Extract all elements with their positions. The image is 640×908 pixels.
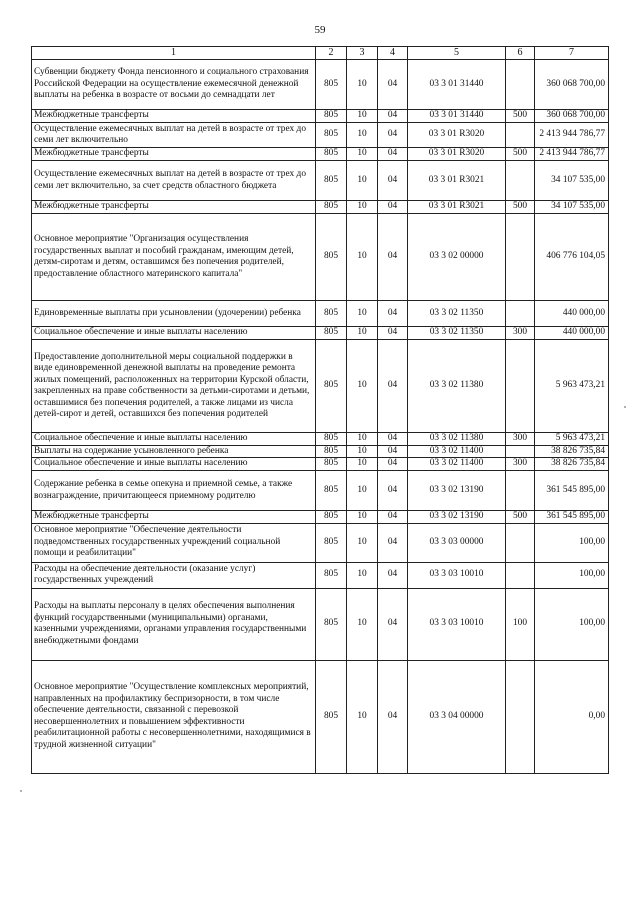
- row-name-cell: Межбюджетные трансферты: [32, 511, 316, 523]
- row-c4-cell: 04: [378, 660, 408, 773]
- row-c2-cell: 805: [316, 148, 347, 161]
- row-c4-cell: 04: [378, 301, 408, 327]
- table-row: [32, 60, 609, 110]
- row-c7-cell: 360 068 700,00: [535, 60, 609, 110]
- row-c6-cell: 300: [506, 458, 535, 471]
- row-c5-cell: 03 3 04 00000: [408, 660, 506, 773]
- row-c2-cell: 805: [316, 660, 347, 773]
- table-row: [32, 148, 609, 161]
- row-c4-cell: 04: [378, 458, 408, 471]
- row-c6-cell: 500: [506, 201, 535, 214]
- row-c2-cell: 805: [316, 161, 347, 201]
- row-c3-cell: 10: [347, 327, 378, 340]
- row-c6-cell: [506, 214, 535, 301]
- row-c7-cell: 5 963 473,21: [535, 433, 609, 445]
- row-c7-cell: 0,00: [535, 660, 609, 773]
- row-c2-cell: 805: [316, 471, 347, 511]
- row-c3-cell: 10: [347, 201, 378, 214]
- row-c2-cell: 805: [316, 123, 347, 148]
- row-c3-cell: 10: [347, 161, 378, 201]
- row-name-cell: Содержание ребенка в семье опекуна и приемной семье, а также вознаграждение, причитающееся приемному родителю: [32, 471, 316, 511]
- row-c2-cell: 805: [316, 327, 347, 340]
- row-c7-cell: 2 413 944 786,77: [535, 148, 609, 161]
- row-c2-cell: 805: [316, 301, 347, 327]
- row-c2-cell: 805: [316, 588, 347, 660]
- row-c7-cell: 100,00: [535, 588, 609, 660]
- table-row: [32, 433, 609, 445]
- row-name-cell: Осуществление ежемесячных выплат на детей в возрасте от трех до семи лет включительно, за счет средств областного бюджета: [32, 161, 316, 201]
- row-name-cell: Межбюджетные трансферты: [32, 148, 316, 161]
- row-c7-cell: 34 107 535,00: [535, 161, 609, 201]
- row-c5-cell: 03 3 02 11380: [408, 340, 506, 433]
- column-header: 1: [32, 47, 316, 60]
- row-c5-cell: 03 3 02 11380: [408, 433, 506, 445]
- row-c2-cell: 805: [316, 60, 347, 110]
- row-c4-cell: 04: [378, 201, 408, 214]
- table-row: [32, 660, 609, 773]
- row-c2-cell: 805: [316, 110, 347, 123]
- row-name-cell: Межбюджетные трансферты: [32, 201, 316, 214]
- row-c6-cell: [506, 562, 535, 588]
- table-row: [32, 301, 609, 327]
- table-row: [32, 161, 609, 201]
- table-row: [32, 511, 609, 523]
- row-c6-cell: [506, 60, 535, 110]
- row-c6-cell: [506, 340, 535, 433]
- page-number: 59: [314, 24, 326, 36]
- row-c7-cell: 34 107 535,00: [535, 201, 609, 214]
- row-name-cell: Основное мероприятие "Осуществление комплексных мероприятий, направленных на профилактику беспризорности, в том числе обеспечение деятельности, связанной с перевозкой несовершеннолетних и повышением эффективности реабилитационной работы с несовершеннолетними, находящимися в трудной жизненной ситуации": [32, 660, 316, 773]
- row-c5-cell: 03 3 01 31440: [408, 110, 506, 123]
- row-c3-cell: 10: [347, 148, 378, 161]
- row-c4-cell: 04: [378, 60, 408, 110]
- row-c7-cell: 440 000,00: [535, 301, 609, 327]
- table-header-row: [32, 47, 609, 60]
- row-c6-cell: 300: [506, 433, 535, 445]
- row-c5-cell: 03 3 03 00000: [408, 523, 506, 562]
- row-name-cell: Предоставление дополнительной меры социальной поддержки в виде единовременной денежной выплаты на проведение ремонта жилых помещений, расположенных на территории Курской области, закрепленных на праве собственности за детьми-сиротами и детьми, оставшимися без попечения родителей, а также лицами из числа детей-сирот и детей, оставшихся без попечения родителей: [32, 340, 316, 433]
- row-c7-cell: 440 000,00: [535, 327, 609, 340]
- table-row: [32, 214, 609, 301]
- row-c3-cell: 10: [347, 301, 378, 327]
- row-c4-cell: 04: [378, 161, 408, 201]
- table-row: [32, 588, 609, 660]
- table-row: [32, 110, 609, 123]
- row-name-cell: Осуществление ежемесячных выплат на детей в возрасте от трех до семи лет включительно: [32, 123, 316, 148]
- row-c5-cell: 03 3 02 11400: [408, 458, 506, 471]
- row-c6-cell: [506, 445, 535, 457]
- row-c4-cell: 04: [378, 471, 408, 511]
- row-c3-cell: 10: [347, 445, 378, 457]
- row-c2-cell: 805: [316, 511, 347, 523]
- table-row: [32, 340, 609, 433]
- row-c2-cell: 805: [316, 523, 347, 562]
- row-name-cell: Основное мероприятие "Организация осуществления государственных выплат и пособий гражданам, имеющим детей, детям-сиротам и детям, оставшимся без попечения родителей, предоставление областного материнского капитала": [32, 214, 316, 301]
- row-c7-cell: 406 776 104,05: [535, 214, 609, 301]
- row-name-cell: Социальное обеспечение и иные выплаты населению: [32, 458, 316, 471]
- row-c6-cell: 300: [506, 327, 535, 340]
- row-c5-cell: 03 3 02 13190: [408, 471, 506, 511]
- row-c3-cell: 10: [347, 458, 378, 471]
- row-c7-cell: 38 826 735,84: [535, 458, 609, 471]
- row-c6-cell: [506, 301, 535, 327]
- row-c3-cell: 10: [347, 60, 378, 110]
- row-c6-cell: [506, 471, 535, 511]
- row-c3-cell: 10: [347, 588, 378, 660]
- row-c3-cell: 10: [347, 110, 378, 123]
- row-c3-cell: 10: [347, 123, 378, 148]
- column-header: 2: [316, 47, 347, 60]
- row-c5-cell: 03 3 01 R3021: [408, 201, 506, 214]
- row-c3-cell: 10: [347, 660, 378, 773]
- row-c4-cell: 04: [378, 523, 408, 562]
- row-c6-cell: 500: [506, 511, 535, 523]
- row-c5-cell: 03 3 03 10010: [408, 562, 506, 588]
- row-c5-cell: 03 3 01 31440: [408, 60, 506, 110]
- row-name-cell: Социальное обеспечение и иные выплаты населению: [32, 433, 316, 445]
- column-header: 5: [408, 47, 506, 60]
- row-c5-cell: 03 3 02 11400: [408, 445, 506, 457]
- table-row: [32, 523, 609, 562]
- row-c3-cell: 10: [347, 340, 378, 433]
- row-c3-cell: 10: [347, 471, 378, 511]
- row-c4-cell: 04: [378, 148, 408, 161]
- table-row: [32, 458, 609, 471]
- table-row: [32, 201, 609, 214]
- row-name-cell: Выплаты на содержание усыновленного ребенка: [32, 445, 316, 457]
- table-row: [32, 445, 609, 457]
- column-header: 4: [378, 47, 408, 60]
- row-c7-cell: 100,00: [535, 523, 609, 562]
- row-c4-cell: 04: [378, 511, 408, 523]
- row-c6-cell: [506, 123, 535, 148]
- row-c5-cell: 03 3 01 R3020: [408, 123, 506, 148]
- row-c2-cell: 805: [316, 445, 347, 457]
- table-row: [32, 123, 609, 148]
- row-name-cell: Единовременные выплаты при усыновлении (удочерении) ребенка: [32, 301, 316, 327]
- row-c2-cell: 805: [316, 214, 347, 301]
- row-c7-cell: 38 826 735,84: [535, 445, 609, 457]
- row-c2-cell: 805: [316, 340, 347, 433]
- row-c3-cell: 10: [347, 511, 378, 523]
- row-c6-cell: [506, 523, 535, 562]
- row-c4-cell: 04: [378, 340, 408, 433]
- row-c2-cell: 805: [316, 201, 347, 214]
- row-c4-cell: 04: [378, 214, 408, 301]
- column-header: 7: [535, 47, 609, 60]
- row-c4-cell: 04: [378, 327, 408, 340]
- budget-table: [31, 46, 609, 774]
- row-c5-cell: 03 3 01 R3020: [408, 148, 506, 161]
- row-c5-cell: 03 3 02 00000: [408, 214, 506, 301]
- row-c3-cell: 10: [347, 433, 378, 445]
- row-c4-cell: 04: [378, 123, 408, 148]
- row-c5-cell: 03 3 02 11350: [408, 327, 506, 340]
- row-name-cell: Социальное обеспечение и иные выплаты населению: [32, 327, 316, 340]
- row-c6-cell: [506, 660, 535, 773]
- row-c5-cell: 03 3 02 11350: [408, 301, 506, 327]
- row-c3-cell: 10: [347, 214, 378, 301]
- table-row: [32, 471, 609, 511]
- row-c7-cell: 361 545 895,00: [535, 471, 609, 511]
- row-c4-cell: 04: [378, 445, 408, 457]
- row-c7-cell: 2 413 944 786,77: [535, 123, 609, 148]
- row-c6-cell: 100: [506, 588, 535, 660]
- row-c6-cell: 500: [506, 110, 535, 123]
- row-c3-cell: 10: [347, 562, 378, 588]
- row-c7-cell: 361 545 895,00: [535, 511, 609, 523]
- column-header: 6: [506, 47, 535, 60]
- row-c2-cell: 805: [316, 562, 347, 588]
- row-c2-cell: 805: [316, 458, 347, 471]
- column-header: 3: [347, 47, 378, 60]
- row-c5-cell: 03 3 02 13190: [408, 511, 506, 523]
- row-c5-cell: 03 3 03 10010: [408, 588, 506, 660]
- row-c6-cell: [506, 161, 535, 201]
- table-row: [32, 327, 609, 340]
- table-row: [32, 562, 609, 588]
- row-c3-cell: 10: [347, 523, 378, 562]
- row-name-cell: Расходы на выплаты персоналу в целях обеспечения выполнения функций государственными (муниципальными) органами, казенными учреждениями, органами управления государственными внебюджетными фондами: [32, 588, 316, 660]
- row-c5-cell: 03 3 01 R3021: [408, 161, 506, 201]
- row-c7-cell: 360 068 700,00: [535, 110, 609, 123]
- row-c4-cell: 04: [378, 110, 408, 123]
- scan-speck: [624, 406, 626, 408]
- row-name-cell: Межбюджетные трансферты: [32, 110, 316, 123]
- row-c4-cell: 04: [378, 562, 408, 588]
- row-c4-cell: 04: [378, 588, 408, 660]
- row-c7-cell: 5 963 473,21: [535, 340, 609, 433]
- row-name-cell: Основное мероприятие "Обеспечение деятельности подведомственных государственных учреждений социальной помощи и реабилитации": [32, 523, 316, 562]
- row-name-cell: Расходы на обеспечение деятельности (оказание услуг) государственных учреждений: [32, 562, 316, 588]
- row-c6-cell: 500: [506, 148, 535, 161]
- scan-speck: [20, 790, 22, 792]
- row-name-cell: Субвенции бюджету Фонда пенсионного и социального страхования Российской Федерации на осуществление ежемесячной денежной выплаты на ребенка в возрасте от восьми до семнадцати лет: [32, 60, 316, 110]
- row-c2-cell: 805: [316, 433, 347, 445]
- row-c4-cell: 04: [378, 433, 408, 445]
- row-c7-cell: 100,00: [535, 562, 609, 588]
